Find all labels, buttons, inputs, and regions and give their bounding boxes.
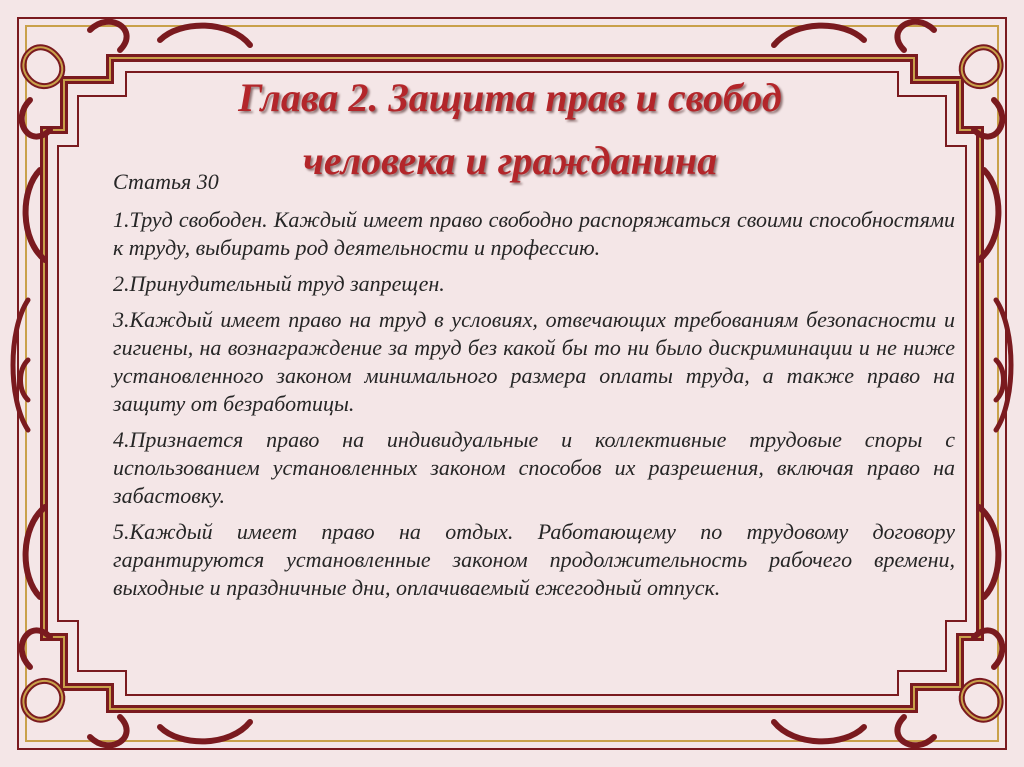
article-paragraph-1: 1.Труд свободен. Каждый имеет право свободно распоряжаться своими способностями к труду, выбирать род деятельности и профессию. <box>113 207 955 260</box>
title-line-1: Глава 2. Защита прав и свобод <box>238 75 782 120</box>
article-paragraph-4: 4.Признается право на индивидуальные и коллективные трудовые споры с использованием установленных законом способов их разрешения, включая право на забастовку. <box>113 427 955 508</box>
article-body <box>113 168 955 610</box>
article-paragraph-3: 3.Каждый имеет право на труд в условиях, отвечающих требованиям безопасности и гигиены, на вознаграждение за труд без какой бы то ни было дискриминации и не ниже установленного законом минимального размера оплаты труда, а также право на защиту от безработицы. <box>113 307 955 416</box>
article-paragraph-5: 5.Каждый имеет право на отдых. Работающему по трудовому договору гарантируются установленные законом продолжительность рабочего времени, выходные и праздничные дни, оплачиваемый ежегодный отпуск. <box>113 519 955 600</box>
article-label: Статья 30 <box>113 169 219 194</box>
title-line-2: человека и гражданина <box>302 138 718 183</box>
article-paragraph-2: 2.Принудительный труд запрещен. <box>113 271 445 296</box>
